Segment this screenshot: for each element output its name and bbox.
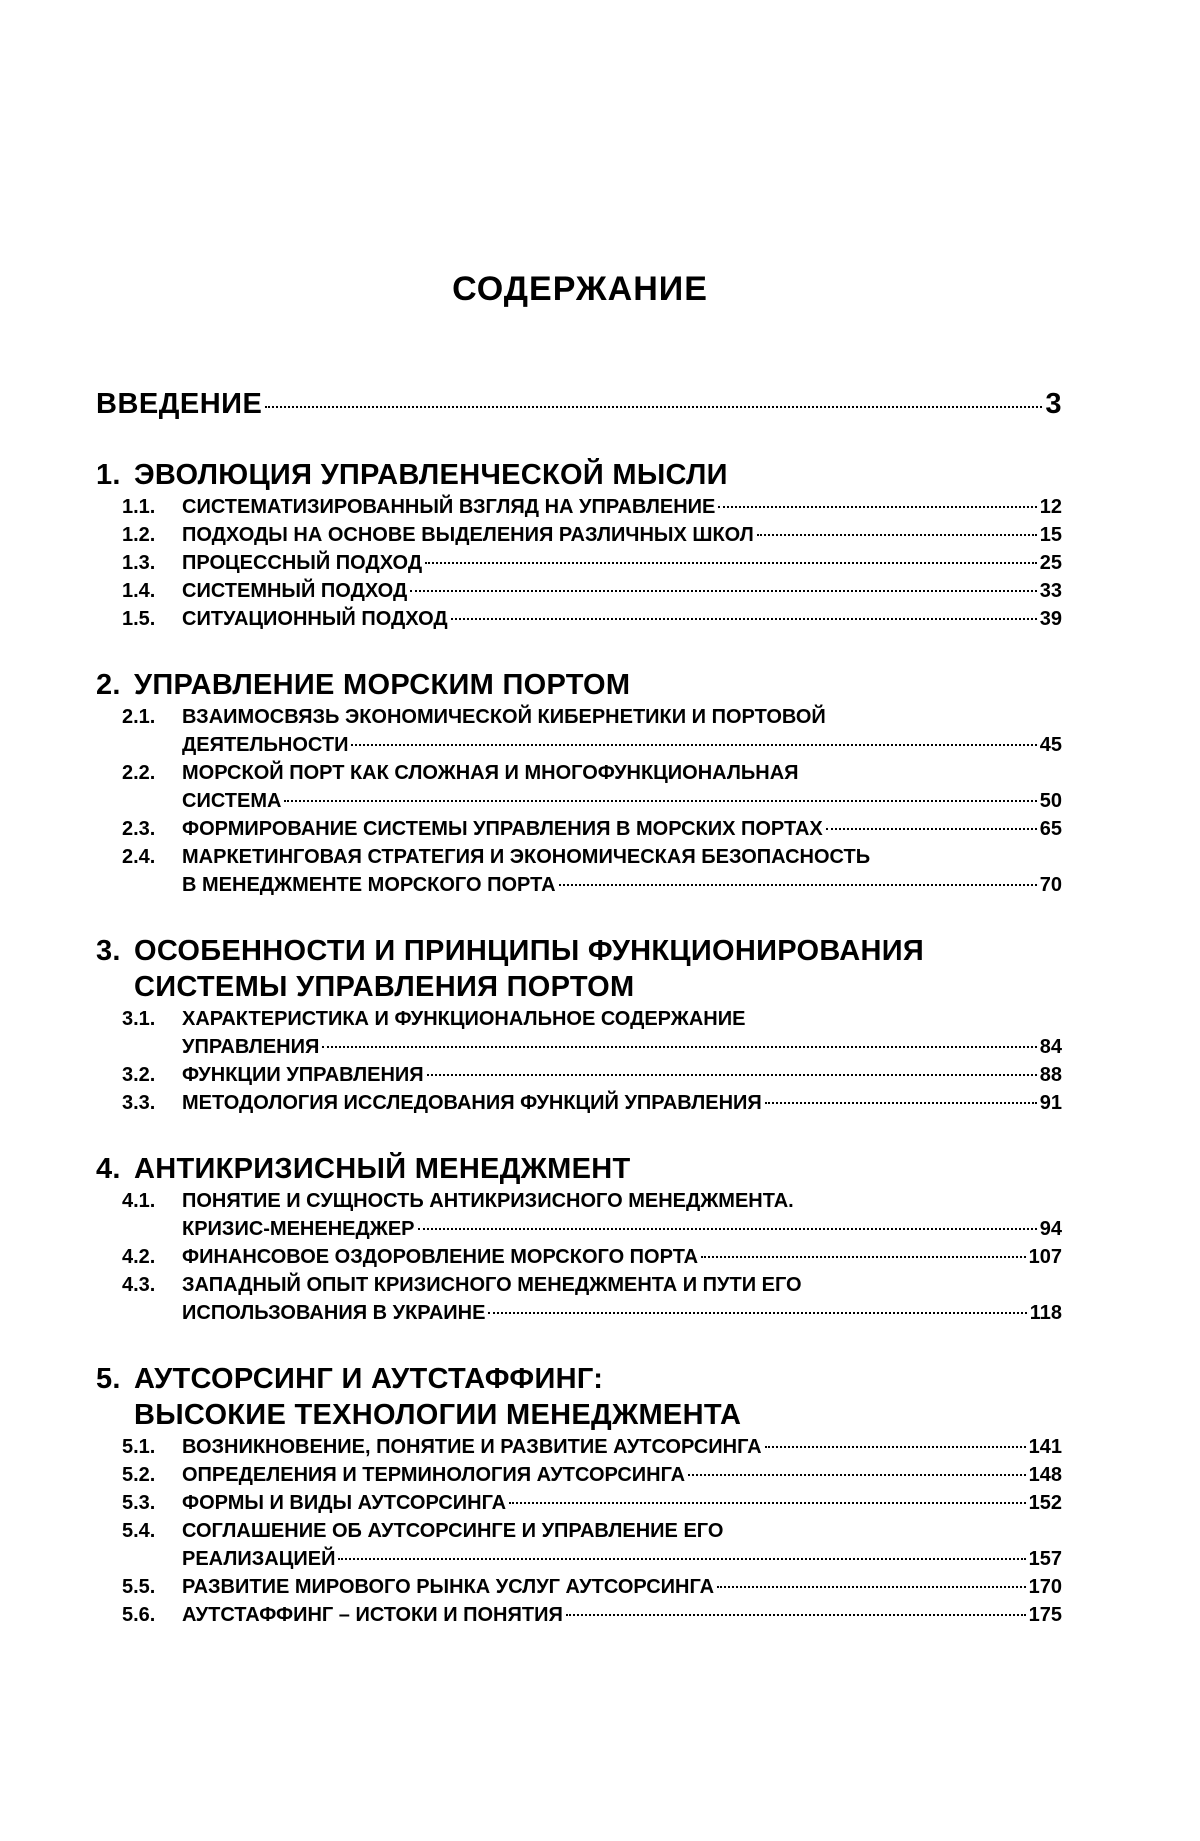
dot-leader — [425, 562, 1037, 564]
entry-row — [182, 521, 1062, 549]
dot-leader — [718, 506, 1036, 508]
toc-section — [96, 667, 1062, 899]
dot-leader — [826, 828, 1037, 830]
toc-entry — [122, 703, 1062, 759]
dot-leader — [322, 1046, 1036, 1048]
toc-entry — [122, 1601, 1062, 1629]
page-number: 152 — [1028, 1492, 1062, 1514]
toc-entry — [122, 1517, 1062, 1573]
section-title — [134, 1361, 1062, 1433]
page-number: 33 — [1039, 580, 1062, 602]
page-number: 148 — [1028, 1464, 1062, 1486]
toc-entry — [122, 843, 1062, 899]
section-title — [134, 667, 1062, 703]
page-number: 157 — [1028, 1548, 1062, 1570]
entry-label-line: МАРКЕТИНГОВАЯ СТРАТЕГИЯ И ЭКОНОМИЧЕСКАЯ БЕЗОПАСНОСТЬ — [182, 846, 871, 868]
entry-label-line: МОРСКОЙ ПОРТ КАК СЛОЖНАЯ И МНОГОФУНКЦИОНАЛЬНАЯ — [182, 762, 799, 784]
entry-label: ДЕЯТЕЛЬНОСТИ — [182, 734, 349, 756]
entry-label-line: ХАРАКТЕРИСТИКА И ФУНКЦИОНАЛЬНОЕ СОДЕРЖАНИЕ — [182, 1008, 746, 1030]
entry-label: СИСТЕМА — [182, 790, 282, 812]
dot-leader — [509, 1502, 1026, 1504]
toc-entry — [122, 521, 1062, 549]
dot-leader — [566, 1614, 1026, 1616]
dot-leader — [338, 1558, 1025, 1560]
page-number: 91 — [1039, 1092, 1062, 1114]
entry-label: СИСТЕМНЫЙ ПОДХОД — [182, 580, 408, 602]
toc-entry — [122, 1461, 1062, 1489]
entry-label-line: ЗАПАДНЫЙ ОПЫТ КРИЗИСНОГО МЕНЕДЖМЕНТА И ПУТИ ЕГО — [182, 1274, 802, 1296]
entry-number: 5.5. — [122, 1576, 156, 1598]
page-number: 25 — [1039, 552, 1062, 574]
entry-label: АУТСТАФФИНГ – ИСТОКИ И ПОНЯТИЯ — [182, 1604, 563, 1626]
entry-row — [182, 577, 1062, 605]
entry-row — [182, 493, 1062, 521]
section-title — [134, 1151, 1062, 1187]
section-title-line: ОСОБЕННОСТИ И ПРИНЦИПЫ ФУНКЦИОНИРОВАНИЯ — [134, 935, 924, 967]
toc-entry — [122, 577, 1062, 605]
entry-label: В МЕНЕДЖМЕНТЕ МОРСКОГО ПОРТА — [182, 874, 556, 896]
entry-row — [182, 1089, 1062, 1117]
page-number: 15 — [1039, 524, 1062, 546]
toc-entry — [122, 1573, 1062, 1601]
page-number: 45 — [1039, 734, 1062, 756]
entry-label: ФОРМЫ И ВИДЫ АУТСОРСИНГА — [182, 1492, 507, 1514]
entry-label: СИТУАЦИОННЫЙ ПОДХОД — [182, 608, 448, 630]
entry-number: 3.2. — [122, 1064, 156, 1086]
page-number: 12 — [1039, 496, 1062, 518]
page-number: 107 — [1028, 1246, 1062, 1268]
entry-number: 1.1. — [122, 496, 156, 518]
toc-entry — [122, 1433, 1062, 1461]
page-number: 3 — [1045, 388, 1062, 420]
entry-row — [182, 1215, 1062, 1243]
dot-leader — [757, 534, 1037, 536]
dot-leader — [688, 1474, 1026, 1476]
entry-row — [182, 1061, 1062, 1089]
page-number: 170 — [1028, 1576, 1062, 1598]
section-title-line: СИСТЕМЫ УПРАВЛЕНИЯ ПОРТОМ — [134, 971, 635, 1003]
toc-entry — [122, 493, 1062, 521]
entry-row — [182, 787, 1062, 815]
section-list — [96, 457, 1062, 1629]
entry-label: ФОРМИРОВАНИЕ СИСТЕМЫ УПРАВЛЕНИЯ В МОРСКИХ ПОРТАХ — [182, 818, 823, 840]
entry-number: 1.2. — [122, 524, 156, 546]
entry-number: 4.2. — [122, 1246, 156, 1268]
section-heading — [96, 667, 1062, 703]
entry-number: 3.3. — [122, 1092, 156, 1114]
toc-entry — [122, 759, 1062, 815]
entry-row — [182, 605, 1062, 633]
section-title-line: ВЫСОКИЕ ТЕХНОЛОГИИ МЕНЕДЖМЕНТА — [134, 1399, 742, 1431]
entry-number: 1.3. — [122, 552, 156, 574]
dot-leader — [717, 1586, 1026, 1588]
entry-row — [182, 1033, 1062, 1061]
toc-section — [96, 457, 1062, 633]
entry-label: ВВЕДЕНИЕ — [96, 388, 263, 420]
entry-row — [182, 1299, 1062, 1327]
toc-entry-intro — [96, 388, 1062, 421]
dot-leader — [265, 406, 1042, 408]
entry-row — [182, 1601, 1062, 1629]
entry-label: УПРАВЛЕНИЯ — [182, 1036, 320, 1058]
section-title-line: ЭВОЛЮЦИЯ УПРАВЛЕНЧЕСКОЙ МЫСЛИ — [134, 459, 728, 491]
entry-label: СИСТЕМАТИЗИРОВАННЫЙ ВЗГЛЯД НА УПРАВЛЕНИЕ — [182, 496, 716, 518]
section-heading — [96, 933, 1062, 1005]
entry-number: 4.1. — [122, 1190, 156, 1212]
entry-number: 5.3. — [122, 1492, 156, 1514]
entry-number: 1.5. — [122, 608, 156, 630]
dot-leader — [765, 1446, 1026, 1448]
section-heading — [96, 457, 1062, 493]
dot-leader — [418, 1228, 1037, 1230]
dot-leader — [701, 1256, 1026, 1258]
toc-entry — [122, 1089, 1062, 1117]
entry-label-line: СОГЛАШЕНИЕ ОБ АУТСОРСИНГЕ И УПРАВЛЕНИЕ ЕГО — [182, 1520, 724, 1542]
page-number: 50 — [1039, 790, 1062, 812]
entry-row — [182, 1545, 1062, 1573]
entry-label: ПОДХОДЫ НА ОСНОВЕ ВЫДЕЛЕНИЯ РАЗЛИЧНЫХ ШКОЛ — [182, 524, 754, 546]
toc-section — [96, 1361, 1062, 1629]
entry-label: РАЗВИТИЕ МИРОВОГО РЫНКА УСЛУГ АУТСОРСИНГА — [182, 1576, 715, 1598]
entry-number: 5.4. — [122, 1520, 156, 1542]
dot-leader — [488, 1312, 1026, 1314]
table-of-contents — [96, 388, 1062, 1663]
entry-number: 2.3. — [122, 818, 156, 840]
section-title — [134, 457, 1062, 493]
toc-entry — [122, 549, 1062, 577]
entry-number: 5.6. — [122, 1604, 156, 1626]
entry-label: ПРОЦЕССНЫЙ ПОДХОД — [182, 552, 423, 574]
entry-number: 2.4. — [122, 846, 156, 868]
section-number: 1. — [96, 459, 121, 491]
entry-label: КРИЗИС-МЕНЕНЕДЖЕР — [182, 1218, 415, 1240]
entry-row — [182, 815, 1062, 843]
section-heading — [96, 1151, 1062, 1187]
section-title-line: АНТИКРИЗИСНЫЙ МЕНЕДЖМЕНТ — [134, 1153, 631, 1185]
dot-leader — [351, 744, 1036, 746]
section-title-line: УПРАВЛЕНИЕ МОРСКИМ ПОРТОМ — [134, 669, 631, 701]
toc-entry — [122, 605, 1062, 633]
entry-label: ОПРЕДЕЛЕНИЯ И ТЕРМИНОЛОГИЯ АУТСОРСИНГА — [182, 1464, 686, 1486]
page-number: 141 — [1028, 1436, 1062, 1458]
section-number: 5. — [96, 1363, 121, 1395]
toc-entry — [122, 1187, 1062, 1243]
entry-row — [182, 1243, 1062, 1271]
toc-entry — [122, 815, 1062, 843]
section-number: 4. — [96, 1153, 121, 1185]
entry-label: ВОЗНИКНОВЕНИЕ, ПОНЯТИЕ И РАЗВИТИЕ АУТСОРСИНГА — [182, 1436, 762, 1458]
page-title: СОДЕРЖАНИЕ — [452, 270, 708, 308]
dot-leader — [284, 800, 1036, 802]
section-number: 2. — [96, 669, 121, 701]
section-number: 3. — [96, 935, 121, 967]
entry-row — [182, 731, 1062, 759]
entry-row — [182, 871, 1062, 899]
entry-label: ФУНКЦИИ УПРАВЛЕНИЯ — [182, 1064, 424, 1086]
entry-row — [182, 1573, 1062, 1601]
page-number: 65 — [1039, 818, 1062, 840]
page-number: 88 — [1039, 1064, 1062, 1086]
section-title — [134, 933, 1062, 1005]
dot-leader — [427, 1074, 1037, 1076]
entry-number: 2.2. — [122, 762, 156, 784]
entry-row — [182, 1489, 1062, 1517]
toc-section — [96, 933, 1062, 1117]
entry-number: 5.2. — [122, 1464, 156, 1486]
entry-number: 3.1. — [122, 1008, 156, 1030]
entry-label: ИСПОЛЬЗОВАНИЯ В УКРАИНЕ — [182, 1302, 486, 1324]
page-number: 84 — [1039, 1036, 1062, 1058]
entry-row — [182, 549, 1062, 577]
dot-leader — [765, 1102, 1037, 1104]
entry-label-line: ВЗАИМОСВЯЗЬ ЭКОНОМИЧЕСКОЙ КИБЕРНЕТИКИ И ПОРТОВОЙ — [182, 706, 826, 728]
entry-label-line: ПОНЯТИЕ И СУЩНОСТЬ АНТИКРИЗИСНОГО МЕНЕДЖМЕНТА. — [182, 1190, 794, 1212]
entry-number: 2.1. — [122, 706, 156, 728]
dot-leader — [410, 590, 1037, 592]
entry-number: 5.1. — [122, 1436, 156, 1458]
toc-entry — [122, 1271, 1062, 1327]
toc-entry — [122, 1005, 1062, 1061]
entry-number: 4.3. — [122, 1274, 156, 1296]
entry-row — [182, 1461, 1062, 1489]
entry-label: МЕТОДОЛОГИЯ ИССЛЕДОВАНИЯ ФУНКЦИЙ УПРАВЛЕНИЯ — [182, 1092, 762, 1114]
toc-entry — [122, 1489, 1062, 1517]
page-number: 70 — [1039, 874, 1062, 896]
toc-section — [96, 1151, 1062, 1327]
entry-row — [182, 1433, 1062, 1461]
page-number: 118 — [1029, 1302, 1062, 1324]
entry-label: РЕАЛИЗАЦИЕЙ — [182, 1548, 336, 1570]
dot-leader — [451, 618, 1037, 620]
dot-leader — [559, 884, 1037, 886]
toc-entry — [122, 1061, 1062, 1089]
entry-label: ФИНАНСОВОЕ ОЗДОРОВЛЕНИЕ МОРСКОГО ПОРТА — [182, 1246, 699, 1268]
section-heading — [96, 1361, 1062, 1433]
entry-number: 1.4. — [122, 580, 156, 602]
page-number: 39 — [1039, 608, 1062, 630]
section-title-line: АУТСОРСИНГ И АУТСТАФФИНГ: — [134, 1363, 604, 1395]
toc-entry — [122, 1243, 1062, 1271]
page-number: 175 — [1028, 1604, 1062, 1626]
page-number: 94 — [1039, 1218, 1062, 1240]
